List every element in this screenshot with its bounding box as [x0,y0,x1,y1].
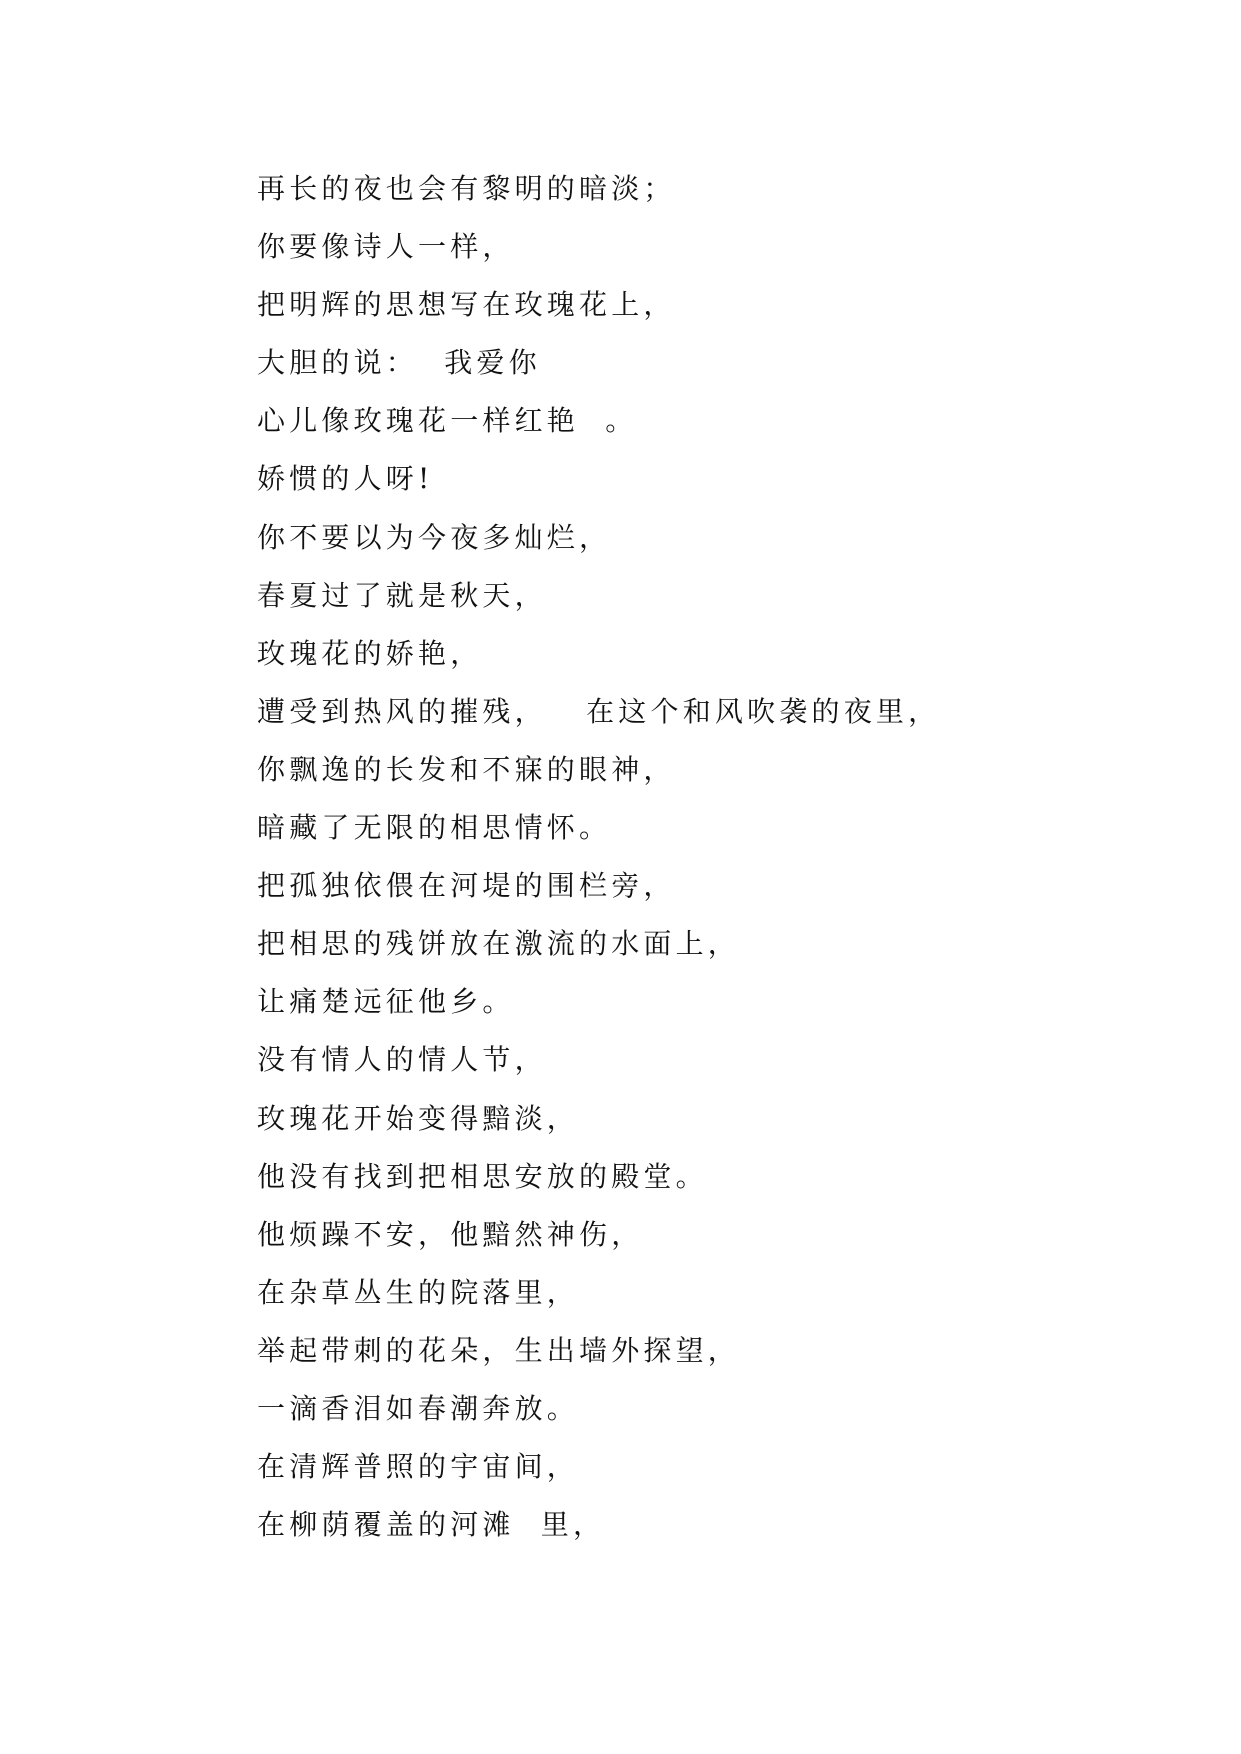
poem-line-7: 你不要以为今夜多灿烂， [257,520,612,554]
poem-line-19: 他烦躁不安，他黯然神伤， [257,1217,644,1251]
poem-line-3: 把明辉的思想写在玫瑰花上， [257,288,676,322]
poem-line-1: 再长的夜也会有黎明的暗淡； [257,172,676,205]
poem-line-10: 遭受到热风的摧残， 在这个和风吹袭的夜里， [257,694,941,728]
poem-line-2: 你要像诗人一样， [257,230,515,264]
poem-line-22: 一滴香泪如春潮奔放。 [257,1391,580,1425]
poem-line-16: 没有情人的情人节， [257,1043,547,1077]
poem-line-4: 大胆的说： 我爱你 [257,346,541,380]
poem-line-17: 玫瑰花开始变得黯淡， [257,1101,580,1135]
poem-line-9: 玫瑰花的娇艳， [257,636,483,670]
poem-line-24: 在柳荫覆盖的河滩 里， [257,1508,606,1542]
poem-line-20: 在杂草丛生的院落里， [257,1275,580,1309]
poem-line-8: 春夏过了就是秋天， [257,578,547,612]
poem-line-23: 在清辉普照的宇宙间， [257,1450,580,1484]
poem-line-14: 把相思的残饼放在激流的水面上， [257,927,741,961]
poem-line-21: 举起带刺的花朵，生出墙外探望， [257,1333,741,1367]
poem-line-12: 暗藏了无限的相思情怀。 [257,811,612,845]
poem-body [257,160,940,1554]
poem-line-13: 把孤独依偎在河堤的围栏旁， [257,869,676,903]
poem-line-6: 娇惯的人呀! [257,462,434,496]
poem-line-18: 他没有找到把相思安放的殿堂。 [257,1159,708,1193]
poem-line-15: 让痛楚远征他乡。 [257,985,515,1019]
poem-line-5: 心儿像玫瑰花一样红艳 。 [257,404,638,438]
poem-line-11: 你飘逸的长发和不寐的眼神， [257,752,676,786]
